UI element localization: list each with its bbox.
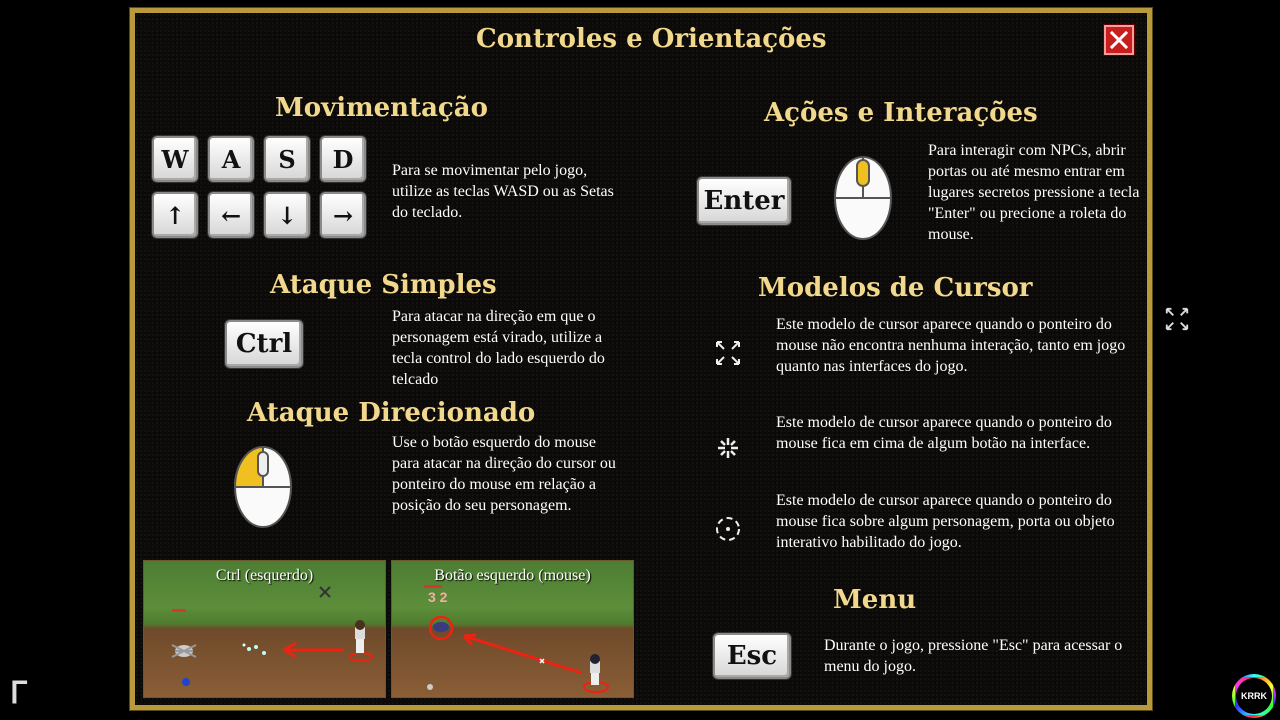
key-esc: Esc (713, 633, 791, 679)
directed-attack-description: Use o botão esquerdo do mouse para atacar na direção do cursor ou ponteiro do mouse em relação a posição do seu personagem. (392, 434, 616, 514)
menu-heading: Menu (833, 585, 917, 615)
target-cursor-icon (714, 515, 742, 543)
key-arrow-down (264, 192, 310, 238)
close-button[interactable] (1104, 25, 1134, 55)
mouse-left-click-icon (232, 444, 294, 530)
cursor-3-description: Este modelo de cursor aparece quando o ponteiro do mouse fica sobre algum personagem, porta ou objeto interativo habilitado do jogo. (776, 492, 1115, 551)
dialog-title: Controles e Orientações (476, 24, 827, 54)
key-arrow-up (152, 192, 198, 238)
key-enter: Enter (697, 177, 791, 225)
corner-logo: ᒥ (10, 676, 27, 711)
movement-heading: Movimentação (275, 93, 488, 123)
cursors-heading: Modelos de Cursor (758, 273, 1033, 303)
cursor-2-description: Este modelo de cursor aparece quando o ponteiro do mouse fica em cima de algum botão na interface. (776, 414, 1112, 452)
key-ctrl: Ctrl (225, 320, 303, 368)
menu-description: Durante o jogo, pressione "Esc" para acessar o menu do jogo. (824, 637, 1123, 675)
blue-orb (182, 678, 190, 686)
close-x-icon (1106, 27, 1132, 53)
screenshot-ctrl-label: Ctrl (esquerdo) (215, 567, 314, 584)
actions-description: Para interagir com NPCs, abrir portas ou até mesmo entrar em lugares secretos pressione a tecla "Enter" ou precione a roleta do mouse. (928, 142, 1140, 243)
key-arrow-right (320, 192, 366, 238)
corner-badge (1232, 674, 1276, 718)
key-w: W (152, 136, 198, 182)
screenshot-ctrl-attack (143, 560, 386, 698)
screenshot-mouse-label: Botão esquerdo (mouse) (434, 567, 591, 584)
screenshot-mouse-attack (391, 560, 634, 698)
movement-description: Para se movimentar pelo jogo, utilize as teclas WASD ou as Setas do teclado. (392, 162, 614, 221)
default-cursor-icon (714, 339, 742, 367)
ctrl-attack-scene (144, 561, 386, 698)
badge-text: KRRK (1236, 678, 1272, 714)
mouse-attack-scene (392, 561, 634, 698)
arrow-up-icon: ↑ (164, 200, 186, 230)
key-arrow-left (208, 192, 254, 238)
actions-heading: Ações e Interações (764, 98, 1038, 128)
simple-attack-description: Para atacar na direção em que o personagem está virado, utilize a tecla control do lado esquerdo do telcado (392, 308, 605, 388)
cursor-1-description: Este modelo de cursor aparece quando o ponteiro do mouse não encontra nenhuma interação, tanto em jogo quanto nas interfaces do jogo. (776, 316, 1126, 375)
arrow-left-icon: ← (220, 200, 242, 230)
mouse-wheel-click-icon (832, 154, 894, 242)
key-d: D (320, 136, 366, 182)
key-s: S (264, 136, 310, 182)
mouse-pointer-icon (1164, 306, 1190, 332)
arrow-down-icon: ↓ (276, 200, 298, 230)
button-hover-cursor-icon (716, 436, 740, 460)
key-a: A (208, 136, 254, 182)
simple-attack-heading: Ataque Simples (270, 270, 497, 300)
arrow-right-icon: → (332, 200, 354, 230)
directed-attack-heading: Ataque Direcionado (247, 398, 536, 428)
damage-numbers: 3 2 (428, 589, 448, 605)
spider-enemy-icon (172, 645, 196, 657)
